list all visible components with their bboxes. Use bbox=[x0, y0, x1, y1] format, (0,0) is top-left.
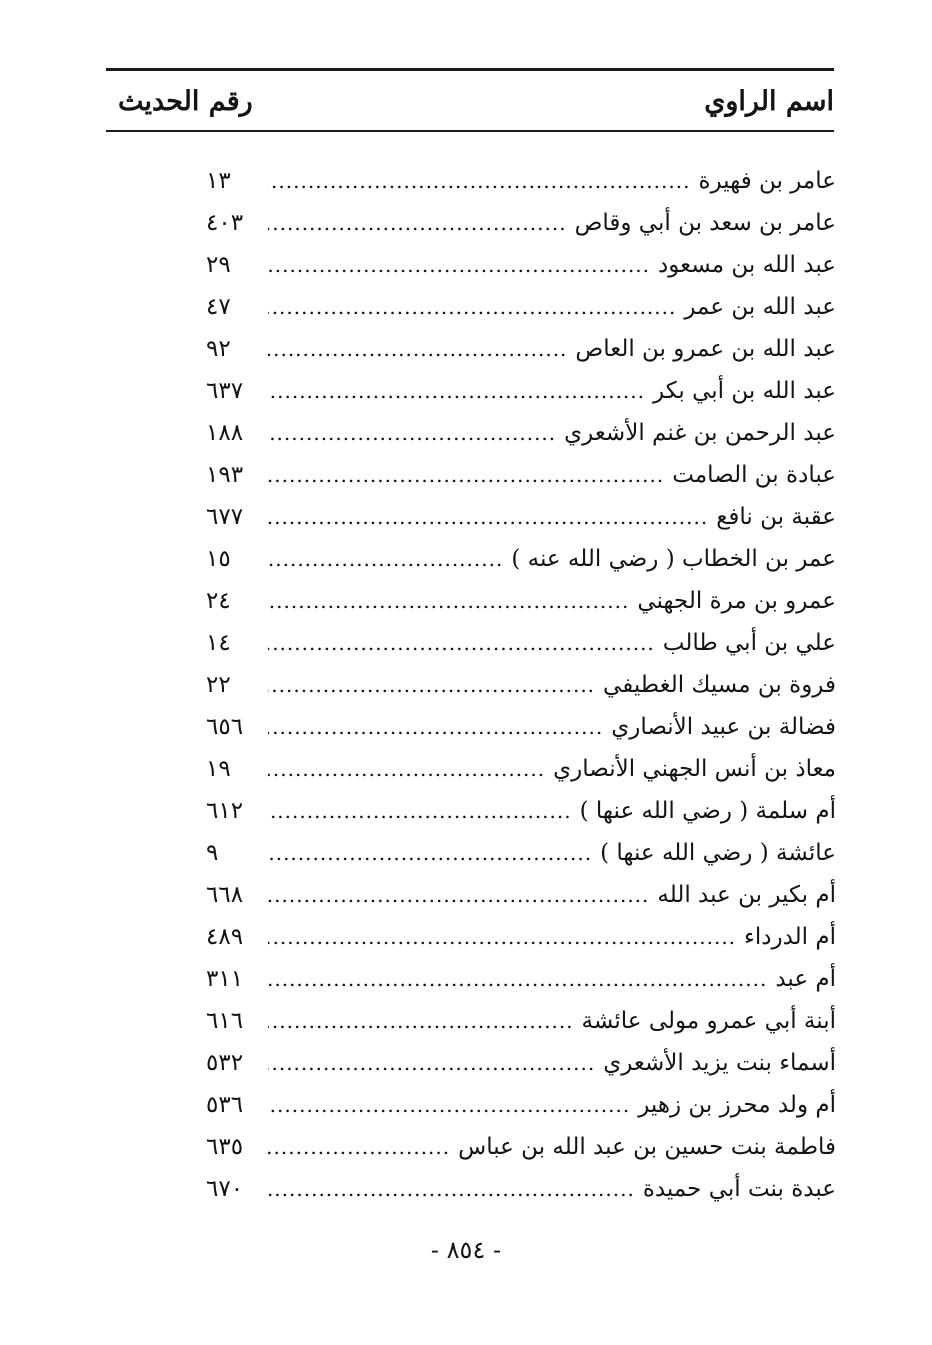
narrator-name: فاطمة بنت حسين بن عبد الله بن عباس bbox=[458, 1134, 836, 1160]
index-entry bbox=[206, 874, 836, 916]
dot-leader bbox=[268, 874, 649, 916]
hadith-number: ٦١٦ bbox=[206, 1008, 244, 1034]
dot-leader bbox=[268, 1126, 450, 1168]
hadith-number-heading: رقم الحديث bbox=[118, 86, 253, 117]
narrator-name: معاذ بن أنس الجهني الأنصاري bbox=[553, 756, 836, 782]
narrator-name: فروة بن مسيك الغطيفي bbox=[603, 672, 836, 698]
hadith-number: ٣١١ bbox=[206, 966, 244, 992]
narrator-name-heading: اسم الراوي bbox=[704, 86, 834, 117]
index-entry bbox=[206, 580, 836, 622]
dot-leader bbox=[268, 370, 645, 412]
dot-leader bbox=[268, 1168, 635, 1210]
narrator-name: أم سلمة ( رضي الله عنها ) bbox=[579, 798, 836, 824]
narrator-name: أم بكير بن عبد الله bbox=[657, 882, 836, 908]
dot-leader bbox=[268, 244, 650, 286]
index-entry bbox=[206, 328, 836, 370]
dot-leader bbox=[268, 1000, 574, 1042]
dot-leader bbox=[268, 622, 655, 664]
dot-leader bbox=[268, 160, 690, 202]
hadith-number: ٥٣٦ bbox=[206, 1092, 244, 1118]
dot-leader bbox=[268, 454, 664, 496]
index-entry bbox=[206, 622, 836, 664]
hadith-number: ١٩٣ bbox=[206, 462, 244, 488]
narrator-name: عبادة بن الصامت bbox=[672, 462, 836, 488]
narrator-name: عبد الله بن عمر bbox=[684, 294, 836, 320]
index-entry bbox=[206, 370, 836, 412]
top-rule bbox=[106, 68, 834, 71]
hadith-number: ٦٣٧ bbox=[206, 378, 244, 404]
hadith-number: ٩ bbox=[206, 840, 219, 866]
narrator-name: عامر بن فهيرة bbox=[698, 168, 836, 194]
page-number: - ٨٥٤ - bbox=[430, 1236, 502, 1264]
dot-leader bbox=[268, 748, 545, 790]
index-entry bbox=[206, 748, 836, 790]
hadith-number: ٢٤ bbox=[206, 588, 231, 614]
index-entry bbox=[206, 454, 836, 496]
dot-leader bbox=[268, 790, 572, 832]
narrator-name: عبدة بنت أبي حميدة bbox=[642, 1176, 836, 1202]
index-entry bbox=[206, 1084, 836, 1126]
narrator-name: عبد الله بن مسعود bbox=[658, 252, 836, 278]
narrator-name: أم ولد محرز بن زهير bbox=[638, 1092, 836, 1118]
hadith-number: ٥٣٢ bbox=[206, 1050, 244, 1076]
hadith-number: ١٥ bbox=[206, 546, 231, 572]
hadith-number: ٦٥٦ bbox=[206, 714, 244, 740]
dot-leader bbox=[268, 832, 592, 874]
narrator-name: عقبة بن نافع bbox=[716, 504, 836, 530]
narrator-name: عامر بن سعد بن أبي وقاص bbox=[574, 210, 836, 236]
hadith-number: ٢٩ bbox=[206, 252, 231, 278]
hadith-number: ٢٢ bbox=[206, 672, 231, 698]
dot-leader bbox=[268, 412, 556, 454]
index-entry bbox=[206, 916, 836, 958]
hadith-number: ٦١٢ bbox=[206, 798, 244, 824]
dot-leader bbox=[268, 286, 676, 328]
narrator-index-list bbox=[206, 160, 836, 1210]
index-entry bbox=[206, 790, 836, 832]
index-entry bbox=[206, 202, 836, 244]
narrator-name: أم عبد bbox=[775, 966, 836, 992]
narrator-name: عبد الله بن أبي بكر bbox=[653, 378, 836, 404]
hadith-number: ٤٠٣ bbox=[206, 210, 244, 236]
narrator-name: علي بن أبي طالب bbox=[662, 630, 836, 656]
index-entry bbox=[206, 706, 836, 748]
narrator-name: عائشة ( رضي الله عنها ) bbox=[600, 840, 836, 866]
header-bottom-rule bbox=[106, 130, 834, 132]
hadith-number: ١٩ bbox=[206, 756, 231, 782]
dot-leader bbox=[268, 1084, 630, 1126]
index-entry bbox=[206, 1126, 836, 1168]
index-entry bbox=[206, 832, 836, 874]
dot-leader bbox=[268, 706, 603, 748]
index-entry bbox=[206, 160, 836, 202]
hadith-number: ٦٧٠ bbox=[206, 1176, 244, 1202]
index-entry bbox=[206, 664, 836, 706]
dot-leader bbox=[268, 538, 503, 580]
dot-leader bbox=[268, 1042, 595, 1084]
narrator-name: عمر بن الخطاب ( رضي الله عنه ) bbox=[511, 546, 836, 572]
dot-leader bbox=[268, 328, 567, 370]
dot-leader bbox=[268, 580, 629, 622]
dot-leader bbox=[268, 202, 567, 244]
hadith-number: ٦٣٥ bbox=[206, 1134, 244, 1160]
index-entry bbox=[206, 496, 836, 538]
dot-leader bbox=[268, 496, 708, 538]
index-entry bbox=[206, 412, 836, 454]
hadith-number: ٦٧٧ bbox=[206, 504, 244, 530]
narrator-name: فضالة بن عبيد الأنصاري bbox=[611, 714, 836, 740]
narrator-name: عبد الرحمن بن غنم الأشعري bbox=[564, 420, 836, 446]
index-entry bbox=[206, 1042, 836, 1084]
narrator-name: أسماء بنت يزيد الأشعري bbox=[603, 1050, 836, 1076]
narrator-name: عمرو بن مرة الجهني bbox=[637, 588, 836, 614]
index-entry bbox=[206, 1000, 836, 1042]
hadith-number: ١٣ bbox=[206, 168, 231, 194]
index-entry bbox=[206, 244, 836, 286]
index-entry bbox=[206, 1168, 836, 1210]
index-entry bbox=[206, 286, 836, 328]
hadith-number: ١٤ bbox=[206, 630, 231, 656]
narrator-name: عبد الله بن عمرو بن العاص bbox=[575, 336, 836, 362]
hadith-number: ٦٦٨ bbox=[206, 882, 244, 908]
hadith-number: ٩٢ bbox=[206, 336, 231, 362]
hadith-number: ٤٨٩ bbox=[206, 924, 244, 950]
dot-leader bbox=[268, 958, 767, 1000]
narrator-name: أم الدرداء bbox=[744, 924, 836, 950]
narrator-name: أبنة أبي عمرو مولى عائشة bbox=[581, 1008, 836, 1034]
hadith-number: ٤٧ bbox=[206, 294, 231, 320]
hadith-number: ١٨٨ bbox=[206, 420, 244, 446]
index-entry bbox=[206, 958, 836, 1000]
index-entry bbox=[206, 538, 836, 580]
dot-leader bbox=[268, 916, 736, 958]
dot-leader bbox=[268, 664, 595, 706]
